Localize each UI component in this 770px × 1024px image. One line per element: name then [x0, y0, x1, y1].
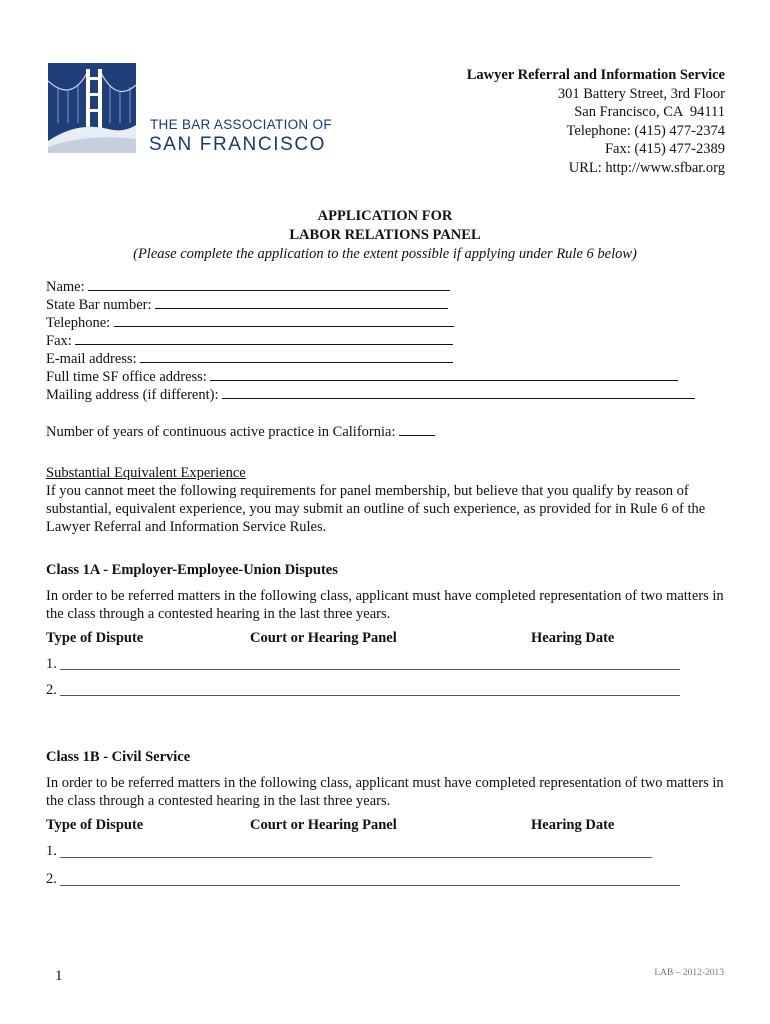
email-label: E-mail address: — [46, 351, 137, 367]
fax-field[interactable] — [46, 332, 453, 350]
class1a-row-1-line[interactable] — [60, 669, 680, 670]
class1a-col-court: Court or Hearing Panel — [250, 630, 397, 646]
page-title-line1: APPLICATION FOR — [317, 208, 453, 224]
class1b-col-court: Court or Hearing Panel — [250, 817, 397, 833]
address-line1: 301 Battery Street, 3rd Floor — [557, 85, 725, 102]
telephone-field[interactable] — [46, 314, 454, 332]
contact-block — [467, 66, 725, 177]
email-field[interactable] — [46, 350, 453, 368]
mailing-address-field[interactable] — [46, 386, 695, 404]
name-field[interactable] — [46, 278, 450, 296]
mailing-address-input-line[interactable] — [222, 386, 695, 399]
state-bar-input-line[interactable] — [155, 296, 448, 309]
class1b-row-1-number: 1. — [46, 843, 57, 859]
years-practice-label: Number of years of continuous active practice in California: — [46, 424, 396, 440]
substantial-heading: Substantial Equivalent Experience — [46, 465, 246, 481]
class1b-body: In order to be referred matters in the following class, applicant must have completed representation of two matters in the class through a contested hearing in the last three years. — [46, 775, 724, 809]
class1b-row-2-number: 2. — [46, 871, 57, 887]
golden-gate-bridge-icon — [48, 63, 136, 153]
class1a-col-type: Type of Dispute — [46, 630, 144, 646]
class1a-row-2-number: 2. — [46, 682, 57, 698]
class1b-col-date: Hearing Date — [531, 817, 615, 833]
telephone-input-line[interactable] — [114, 314, 454, 327]
class1a-body: In order to be referred matters in the following class, applicant must have completed representation of two matters in the class through a contested hearing in the last three years. — [46, 588, 724, 622]
form-code: LAB – 2012-2013 — [654, 968, 724, 978]
fax: Fax: (415) 477-2389 — [604, 141, 725, 157]
url-link[interactable]: URL: http://www.sfbar.org — [568, 159, 725, 176]
class1b-heading: Class 1B - Civil Service — [46, 749, 191, 765]
page-number: 1 — [55, 968, 63, 984]
state-bar-field[interactable] — [46, 296, 448, 314]
bar-association-logo — [48, 63, 136, 153]
class1a-col-date: Hearing Date — [531, 630, 615, 646]
logo-text-line2: SAN FRANCISCO — [149, 134, 327, 155]
years-practice-input-line[interactable] — [399, 423, 435, 436]
fax-label: Fax: — [46, 333, 72, 349]
years-practice-field[interactable] — [46, 423, 435, 441]
office-address-field[interactable] — [46, 368, 678, 386]
class1b-row-2-line[interactable] — [60, 885, 680, 886]
class1a-heading: Class 1A - Employer-Employee-Union Disputes — [46, 562, 338, 578]
email-input-line[interactable] — [140, 350, 453, 363]
mailing-address-label: Mailing address (if different): — [46, 387, 219, 403]
title-note: (Please complete the application to the extent possible if applying under Rule 6 below) — [133, 246, 637, 262]
telephone-label: Telephone: — [46, 315, 111, 331]
name-label: Name: — [46, 279, 85, 295]
phone: Telephone: (415) 477-2374 — [566, 122, 725, 139]
name-input-line[interactable] — [88, 278, 450, 291]
page-title-line2: LABOR RELATIONS PANEL — [289, 227, 481, 243]
logo-text-line1: THE BAR ASSOCIATION OF — [150, 117, 332, 132]
org-name: Lawyer Referral and Information Service — [466, 67, 725, 83]
class1a-row-2-line[interactable] — [60, 695, 680, 696]
address-line2: San Francisco, CA 94111 — [574, 104, 725, 120]
office-address-label: Full time SF office address: — [46, 369, 207, 385]
class1b-col-type: Type of Dispute — [46, 817, 144, 833]
office-address-input-line[interactable] — [210, 368, 678, 381]
class1a-row-1-number: 1. — [46, 656, 57, 672]
substantial-body: If you cannot meet the following requirements for panel membership, but believe that you qualify by reason of substantial, equivalent experience, you may submit an outline of such experience, as provided for in Rule 6 of the Lawyer Referral and Information Service Rules. — [46, 483, 706, 535]
fax-input-line[interactable] — [75, 332, 453, 345]
class1b-row-1-line[interactable] — [60, 857, 652, 858]
state-bar-label: State Bar number: — [46, 297, 152, 313]
